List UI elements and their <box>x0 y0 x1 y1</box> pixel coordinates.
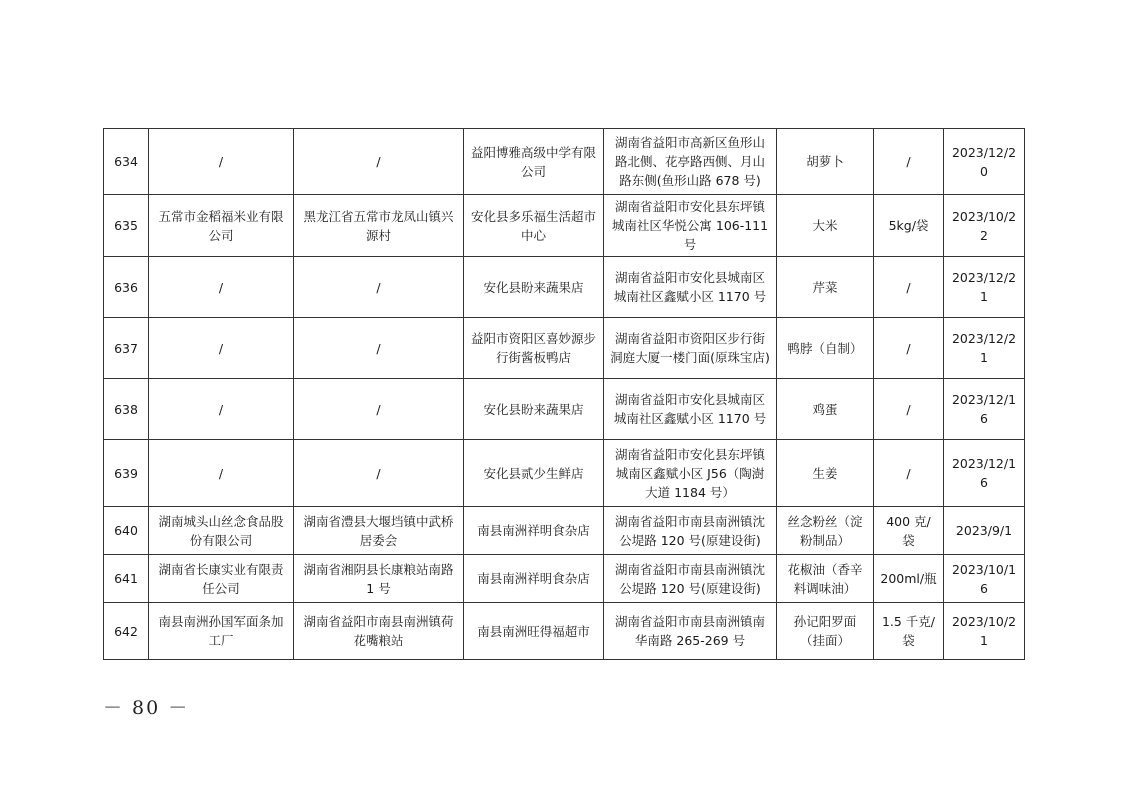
product-name-cell: 生姜 <box>777 440 874 507</box>
specification-cell: / <box>874 440 944 507</box>
seller-name-cell: 安化县盼来蔬果店 <box>464 257 604 318</box>
producer-name-cell: / <box>149 129 294 195</box>
seller-name-cell: 南县南洲祥明食杂店 <box>464 555 604 603</box>
seller-address-cell: 湖南省益阳市南县南洲镇沈公堤路 120 号(原建设街) <box>604 507 777 555</box>
production-date-cell: 2023/12/20 <box>944 129 1025 195</box>
production-date-cell: 2023/10/16 <box>944 555 1025 603</box>
table-row <box>104 257 1025 318</box>
producer-address-cell: / <box>294 129 464 195</box>
row-number-cell: 635 <box>104 195 149 257</box>
specification-cell: 1.5 千克/袋 <box>874 603 944 660</box>
specification-cell: / <box>874 257 944 318</box>
seller-address-cell: 湖南省益阳市安化县城南区城南社区鑫赋小区 1170 号 <box>604 379 777 440</box>
producer-name-cell: 湖南省长康实业有限责任公司 <box>149 555 294 603</box>
row-number-cell: 640 <box>104 507 149 555</box>
producer-name-cell: 南县南洲孙国军面条加工厂 <box>149 603 294 660</box>
producer-name-cell: 五常市金稻福米业有限公司 <box>149 195 294 257</box>
producer-address-cell: 湖南省湘阴县长康粮站南路 1 号 <box>294 555 464 603</box>
producer-address-cell: 湖南省益阳市南县南洲镇荷花嘴粮站 <box>294 603 464 660</box>
producer-address-cell: / <box>294 257 464 318</box>
seller-name-cell: 益阳博雅高级中学有限公司 <box>464 129 604 195</box>
specification-cell: / <box>874 379 944 440</box>
row-number-cell: 639 <box>104 440 149 507</box>
row-number-cell: 636 <box>104 257 149 318</box>
food-sampling-table <box>103 128 1025 660</box>
producer-name-cell: 湖南城头山丝念食品股份有限公司 <box>149 507 294 555</box>
producer-name-cell: / <box>149 257 294 318</box>
producer-address-cell: 湖南省澧县大堰垱镇中武桥居委会 <box>294 507 464 555</box>
table-row <box>104 507 1025 555</box>
producer-address-cell: 黑龙江省五常市龙凤山镇兴源村 <box>294 195 464 257</box>
production-date-cell: 2023/12/16 <box>944 440 1025 507</box>
seller-address-cell: 湖南省益阳市南县南洲镇南华南路 265-269 号 <box>604 603 777 660</box>
product-name-cell: 芹菜 <box>777 257 874 318</box>
production-date-cell: 2023/12/21 <box>944 318 1025 379</box>
seller-name-cell: 益阳市资阳区喜妙源步行街酱板鸭店 <box>464 318 604 379</box>
seller-address-cell: 湖南省益阳市高新区鱼形山路北侧、花亭路西侧、月山路东侧(鱼形山路 678 号) <box>604 129 777 195</box>
row-number-cell: 634 <box>104 129 149 195</box>
product-name-cell: 丝念粉丝（淀粉制品） <box>777 507 874 555</box>
product-name-cell: 花椒油（香辛料调味油） <box>777 555 874 603</box>
product-name-cell: 鸡蛋 <box>777 379 874 440</box>
row-number-cell: 642 <box>104 603 149 660</box>
table-row <box>104 379 1025 440</box>
row-number-cell: 641 <box>104 555 149 603</box>
producer-address-cell: / <box>294 440 464 507</box>
producer-name-cell: / <box>149 318 294 379</box>
product-name-cell: 鸭脖（自制） <box>777 318 874 379</box>
row-number-cell: 638 <box>104 379 149 440</box>
production-date-cell: 2023/12/21 <box>944 257 1025 318</box>
production-date-cell: 2023/12/16 <box>944 379 1025 440</box>
table-row <box>104 318 1025 379</box>
table-body <box>104 129 1025 660</box>
product-name-cell: 大米 <box>777 195 874 257</box>
specification-cell: 400 克/袋 <box>874 507 944 555</box>
table-row <box>104 440 1025 507</box>
seller-name-cell: 安化县贰少生鲜店 <box>464 440 604 507</box>
specification-cell: / <box>874 318 944 379</box>
production-date-cell: 2023/9/1 <box>944 507 1025 555</box>
table-row <box>104 195 1025 257</box>
table-row <box>104 555 1025 603</box>
seller-name-cell: 安化县盼来蔬果店 <box>464 379 604 440</box>
producer-name-cell: / <box>149 379 294 440</box>
production-date-cell: 2023/10/22 <box>944 195 1025 257</box>
page-number: － 80 － <box>103 697 190 719</box>
production-date-cell: 2023/10/21 <box>944 603 1025 660</box>
row-number-cell: 637 <box>104 318 149 379</box>
producer-address-cell: / <box>294 318 464 379</box>
specification-cell: 200ml/瓶 <box>874 555 944 603</box>
table-row <box>104 603 1025 660</box>
seller-address-cell: 湖南省益阳市安化县东坪镇城南区鑫赋小区 J56（陶澍大道 1184 号） <box>604 440 777 507</box>
table-row <box>104 129 1025 195</box>
seller-address-cell: 湖南省益阳市安化县东坪镇城南社区华悦公寓 106-111 号 <box>604 195 777 257</box>
product-name-cell: 胡萝卜 <box>777 129 874 195</box>
specification-cell: / <box>874 129 944 195</box>
product-name-cell: 孙记阳罗面（挂面） <box>777 603 874 660</box>
seller-address-cell: 湖南省益阳市安化县城南区城南社区鑫赋小区 1170 号 <box>604 257 777 318</box>
specification-cell: 5kg/袋 <box>874 195 944 257</box>
seller-name-cell: 安化县多乐福生活超市中心 <box>464 195 604 257</box>
seller-address-cell: 湖南省益阳市资阳区步行街洞庭大厦一楼门面(原珠宝店) <box>604 318 777 379</box>
seller-name-cell: 南县南洲祥明食杂店 <box>464 507 604 555</box>
producer-address-cell: / <box>294 379 464 440</box>
seller-address-cell: 湖南省益阳市南县南洲镇沈公堤路 120 号(原建设街) <box>604 555 777 603</box>
seller-name-cell: 南县南洲旺得福超市 <box>464 603 604 660</box>
producer-name-cell: / <box>149 440 294 507</box>
